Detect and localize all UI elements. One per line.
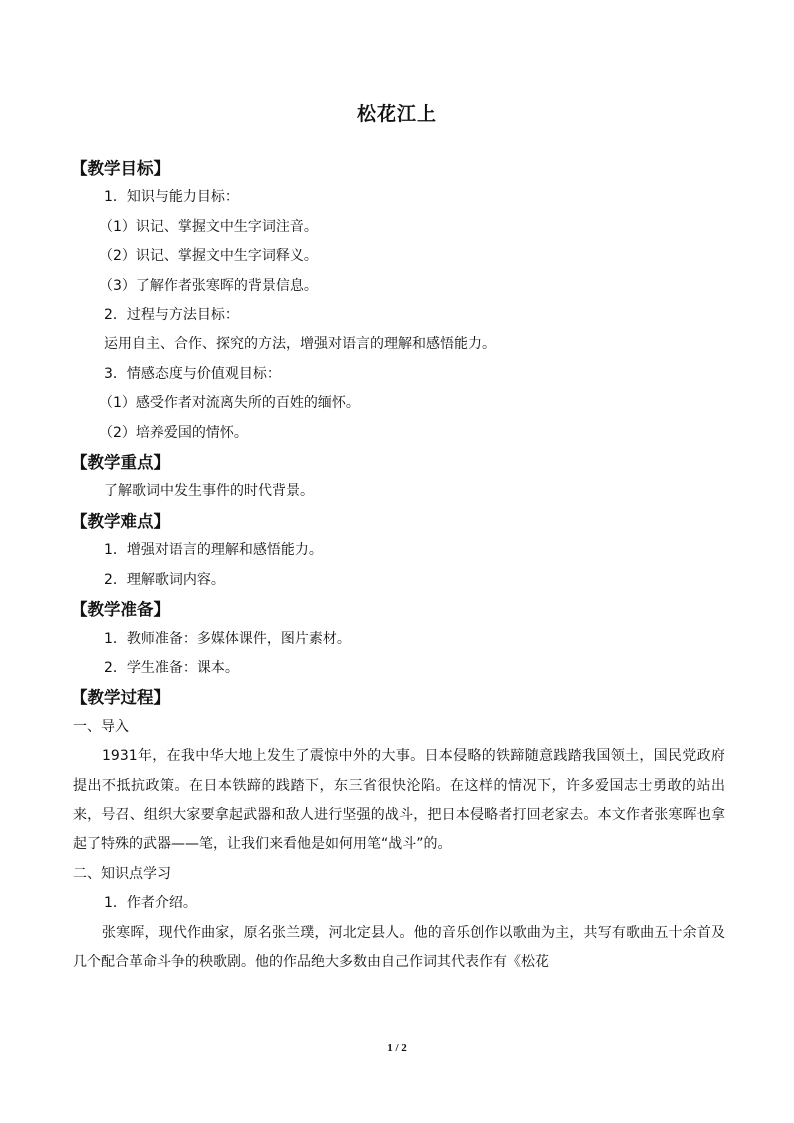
page-number: 1 / 2 (387, 1042, 407, 1054)
knowledge-goal-item: （2）识记、掌握文中生字词释义。 (99, 248, 318, 265)
emotion-goal-item: （1）感受作者对流离失所的百姓的缅怀。 (99, 395, 360, 412)
preparation-item: 1．教师准备：多媒体课件，图片素材。 (104, 630, 351, 647)
key-points-heading: 【教学重点】 (71, 453, 170, 473)
process-goal-label: 2．过程与方法目标： (104, 307, 239, 324)
difficulty-item: 2．理解歌词内容。 (104, 571, 225, 588)
difficulties-heading: 【教学难点】 (71, 511, 170, 531)
preparation-item: 2．学生准备：课本。 (104, 659, 239, 676)
difficulty-item: 1．增强对语言的理解和感悟能力。 (104, 542, 323, 559)
emotion-goal-label: 3．情感态度与价值观目标： (104, 365, 281, 382)
goals-heading: 【教学目标】 (71, 159, 170, 178)
key-points-text: 了解歌词中发生事件的时代背景。 (104, 483, 314, 500)
author-label: 1．作者介绍。 (104, 895, 197, 912)
document-body (73, 154, 725, 977)
page-title: 松花江上 (356, 103, 437, 125)
preparation-heading: 【教学准备】 (71, 600, 170, 620)
knowledge-goal-item: （1）识记、掌握文中生字词注音。 (99, 218, 318, 235)
process-heading: 【教学过程】 (71, 688, 170, 708)
intro-paragraph: 1931年，在我中华大地上发生了震惊中外的大事。日本侵略的铁蹄随意践踏我国领土，国民党政府提出不抵抗政策。在日本铁蹄的践踏下，东三省很快沦陷。在这样的情况下，许多爱国志士勇敢的站出来，号召、组织大家要拿起武器和敌人进行坚强的战斗，把日本侵略者打回老家去。本文作者张寒晖也拿起了特殊的武器——笔，让我们来看他是如何用笔“战斗”的。 (73, 748, 725, 853)
knowledge-goal-label: 1．知识与能力目标： (104, 189, 239, 206)
process-goal-text: 运用自主、合作、探究的方法，增强对语言的理解和感悟能力。 (104, 336, 496, 353)
knowledge-goal-item: （3）了解作者张寒晖的背景信息。 (99, 277, 318, 294)
intro-label: 一、导入 (73, 718, 129, 735)
emotion-goal-item: （2）培养爱国的情怀。 (99, 424, 248, 441)
study-label: 二、知识点学习 (73, 865, 171, 882)
author-paragraph: 张寒晖，现代作曲家，原名张兰璞，河北定县人。他的音乐创作以歌曲为主，共写有歌曲五十余首及几个配合革命斗争的秧歌剧。他的作品绝大多数由自己作词其代表作有《松花 (73, 924, 725, 970)
